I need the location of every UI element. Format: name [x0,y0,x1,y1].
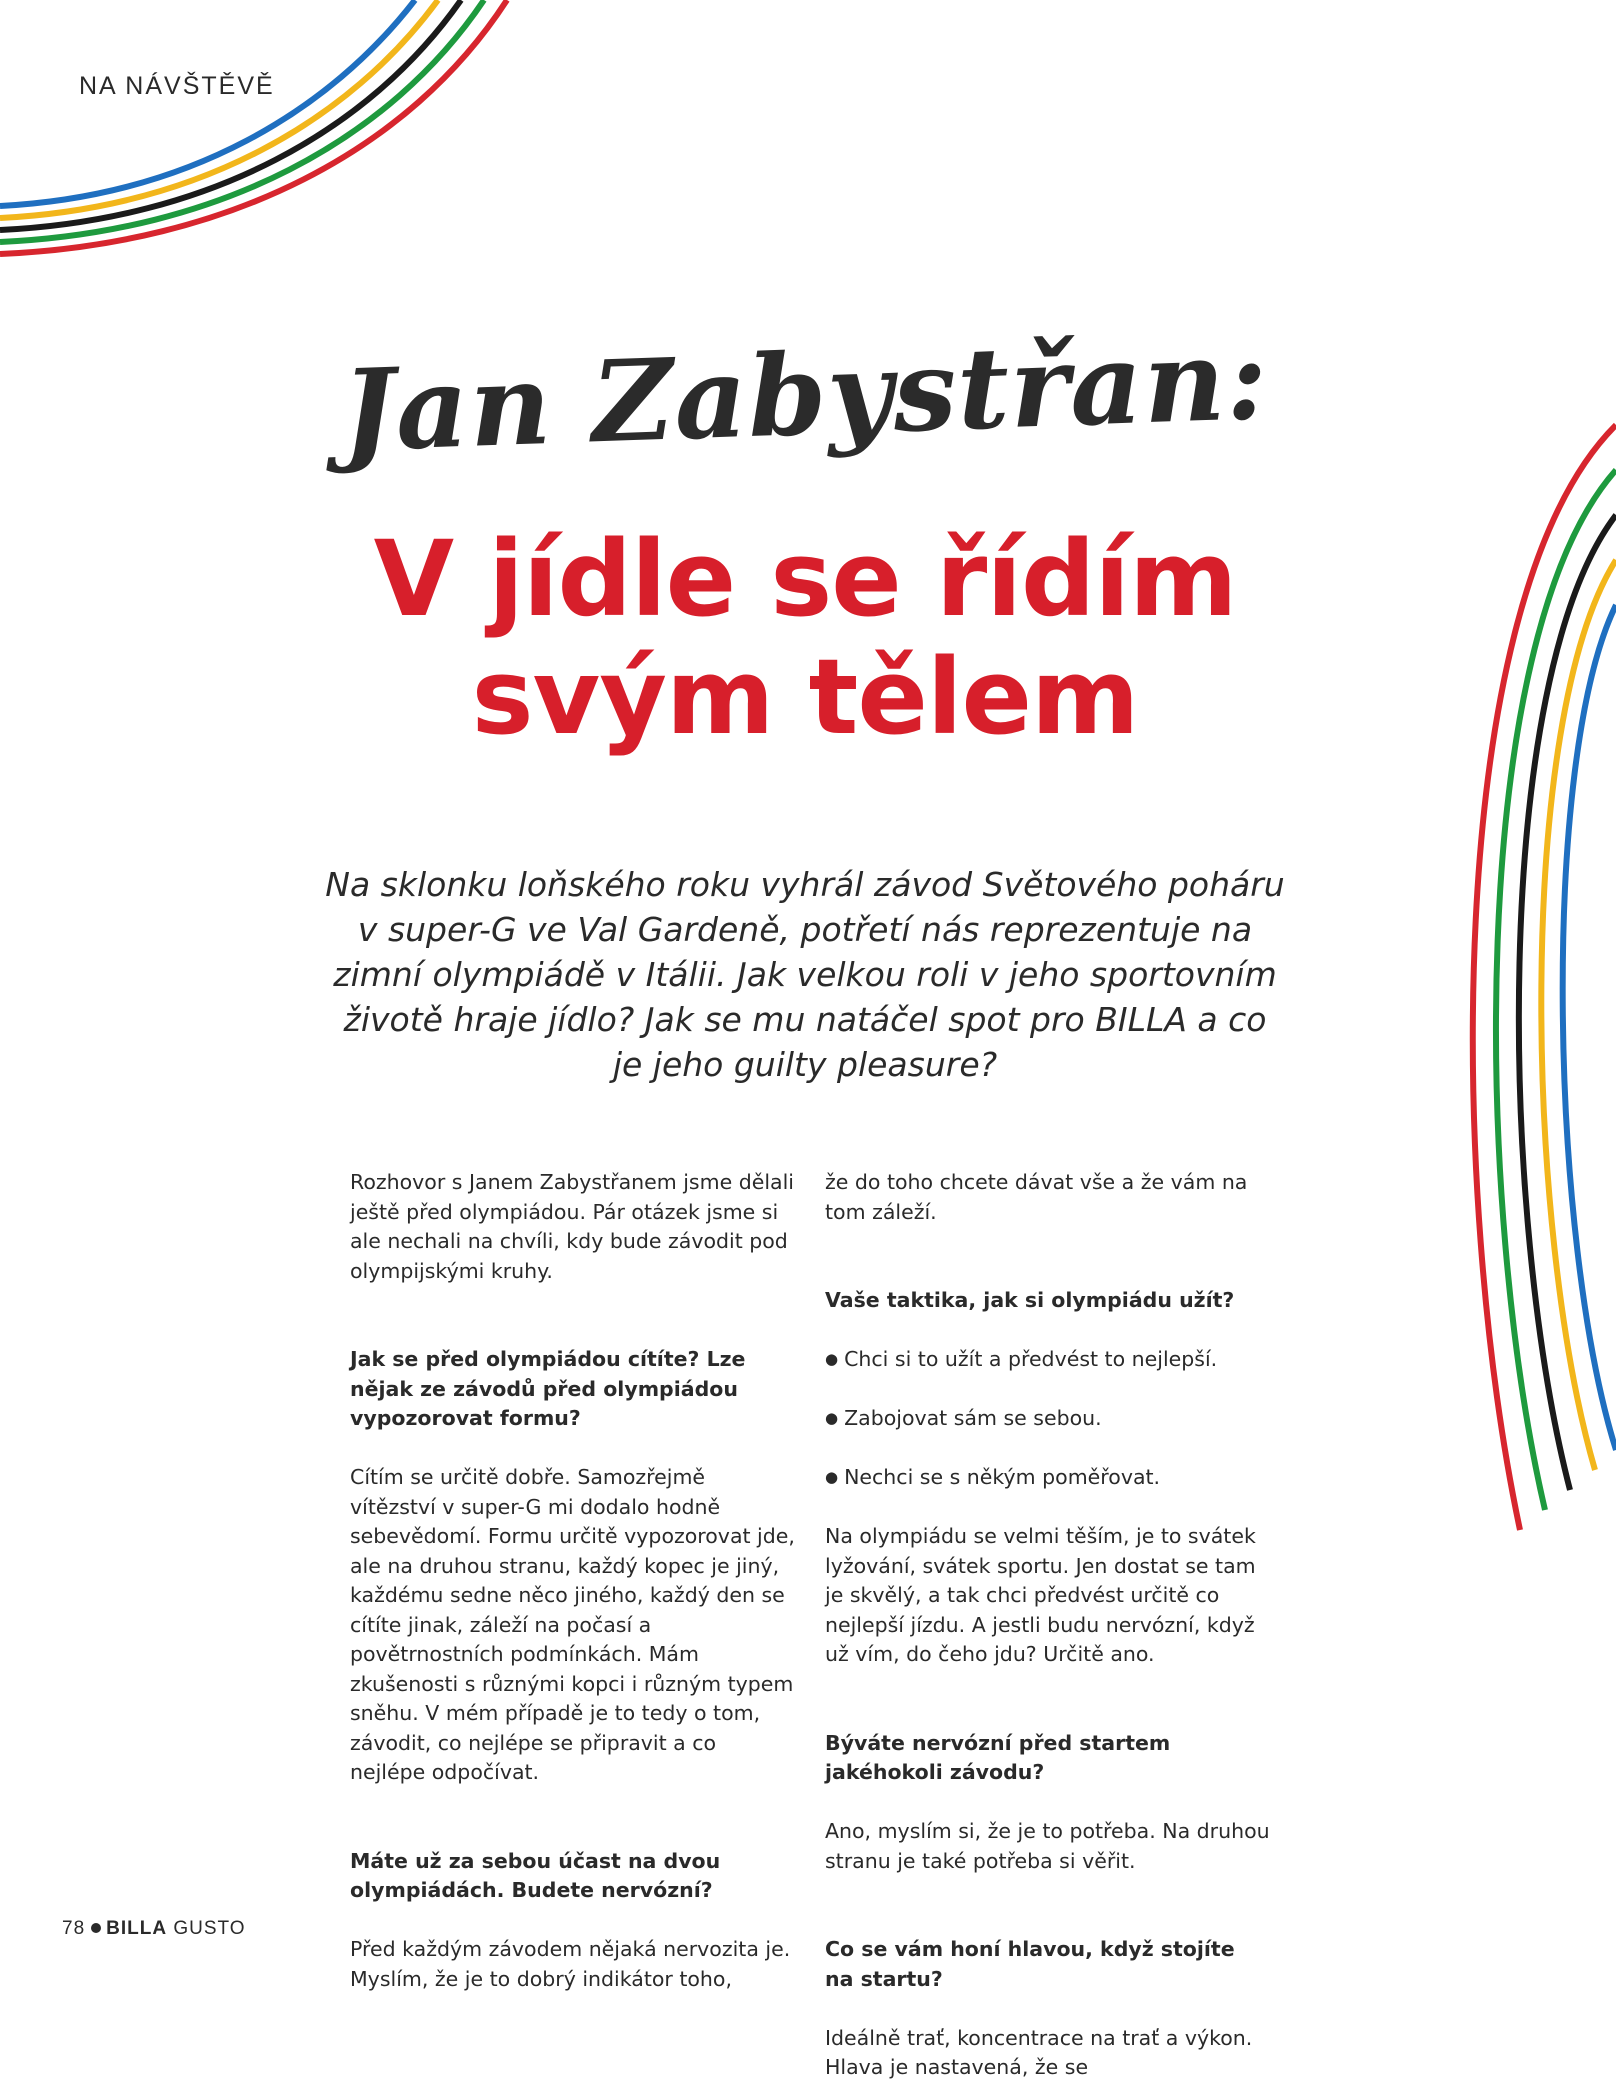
section-label: NA NÁVŠTĚVĚ [79,72,275,100]
stripe-red [0,0,507,254]
stripe-blue [0,0,415,206]
bullet-item: ● Chci si to užít a předvést to nejlepší. [825,1345,1270,1375]
question: Co se vám honí hlavou, když stojíte na startu? [825,1937,1235,1991]
answer: Před každým závodem nějaká nervozita je. Myslím, že je to dobrý indikátor toho, [350,1937,791,1991]
answer: Ideálně trať, koncentrace na trať a výkon. Hlava je nastavená, že se [825,2025,1253,2079]
headline [260,520,1350,756]
stripe-black [1519,515,1616,1490]
question: Jak se před olympiádou cítíte? Lze nějak ze závodů před olympiádou vypozorovat formu? [350,1347,746,1430]
stripe-green [1496,470,1616,1510]
question-block [825,1257,1270,1670]
bullet-item: ● Zabojovat sám se sebou. [825,1404,1270,1434]
stripe-red [1473,425,1616,1530]
page-number: 78 [62,1918,86,1939]
lead-paragraph: Na sklonku loňského roku vyhrál závod Světového poháru v super-G ve Val Gardeně, potřetí nás reprezentuje na zimní olympiádě v Itálii. Jak velkou roli v jeho sportovním životě hraje jídlo? Jak se mu natáčel spot pro BILLA a co je jeho guilty pleasure? [325,865,1285,1084]
question-block [825,1699,1270,1876]
question: Vaše taktika, jak si olympiádu užít? [825,1288,1235,1312]
title-person-name: Jan Zabystřan: [339,313,1271,478]
answer-continued: že do toho chcete dávat vše a že vám na tom záleží. [825,1170,1248,1224]
stripe-blue [1563,605,1616,1450]
magazine-name: GUSTO [173,1918,246,1939]
question: Máte už za sebou účast na dvou olympiádách. Budete nervózní? [350,1848,721,1902]
answer: Cítím se určitě dobře. Samozřejmě vítězství v super-G mi dodalo hodně sebevědomí. Formu určitě vypozorovat jde, ale na druhou stranu, každý kopec je jiný, každému sedne něco jiného, každý den se cítíte jinak, záleží na počasí a povětrnostních podmínkách. Mám zkušenosti s různými kopci i různým typem sněhu. V mém případě je to tedy o tom, závodit, co nejlépe se připravit a co nejlépe odpočívat. [350,1465,795,1784]
right-side-stripes [1473,425,1616,1530]
headline-line-1: V jídle se řídím [373,518,1237,640]
brand-name: BILLA [106,1918,168,1939]
intro-paragraph: Rozhovor s Janem Zabystřanem jsme dělali ještě před olympiádou. Pár otázek jsme si ale nechali na chvíli, kdy bude závodit pod olympijskými kruhy. [350,1170,794,1283]
stripe-green [0,0,484,242]
page-footer [62,1918,246,1940]
stripe-yellow [1541,560,1616,1470]
stripe-yellow [0,0,438,218]
bullet-item: ● Nechci se s někým poměřovat. [825,1463,1270,1493]
headline-line-2: svým tělem [471,636,1139,758]
article-column-left [350,1168,795,1994]
top-left-stripes [0,0,507,254]
answer: Ano, myslím si, že je to potřeba. Na druhou stranu je také potřeba si věřit. [825,1819,1270,1873]
question: Býváte nervózní před startem jakéhokoli závodu? [825,1730,1171,1784]
answer: Na olympiádu se velmi těším, je to svátek lyžování, svátek sportu. Jen dostat se tam je skvělý, a tak chci předvést určitě co nejlepší jízdu. A jestli budu nervózní, když už vím, do čeho jdu? Určitě ano. [825,1524,1256,1666]
question-block [350,1817,795,1994]
article-column-right [825,1168,1270,2083]
question-block [350,1316,795,1788]
stripe-black [0,0,461,230]
bullet-dot-icon [91,1923,101,1933]
question-block [825,1906,1270,2083]
